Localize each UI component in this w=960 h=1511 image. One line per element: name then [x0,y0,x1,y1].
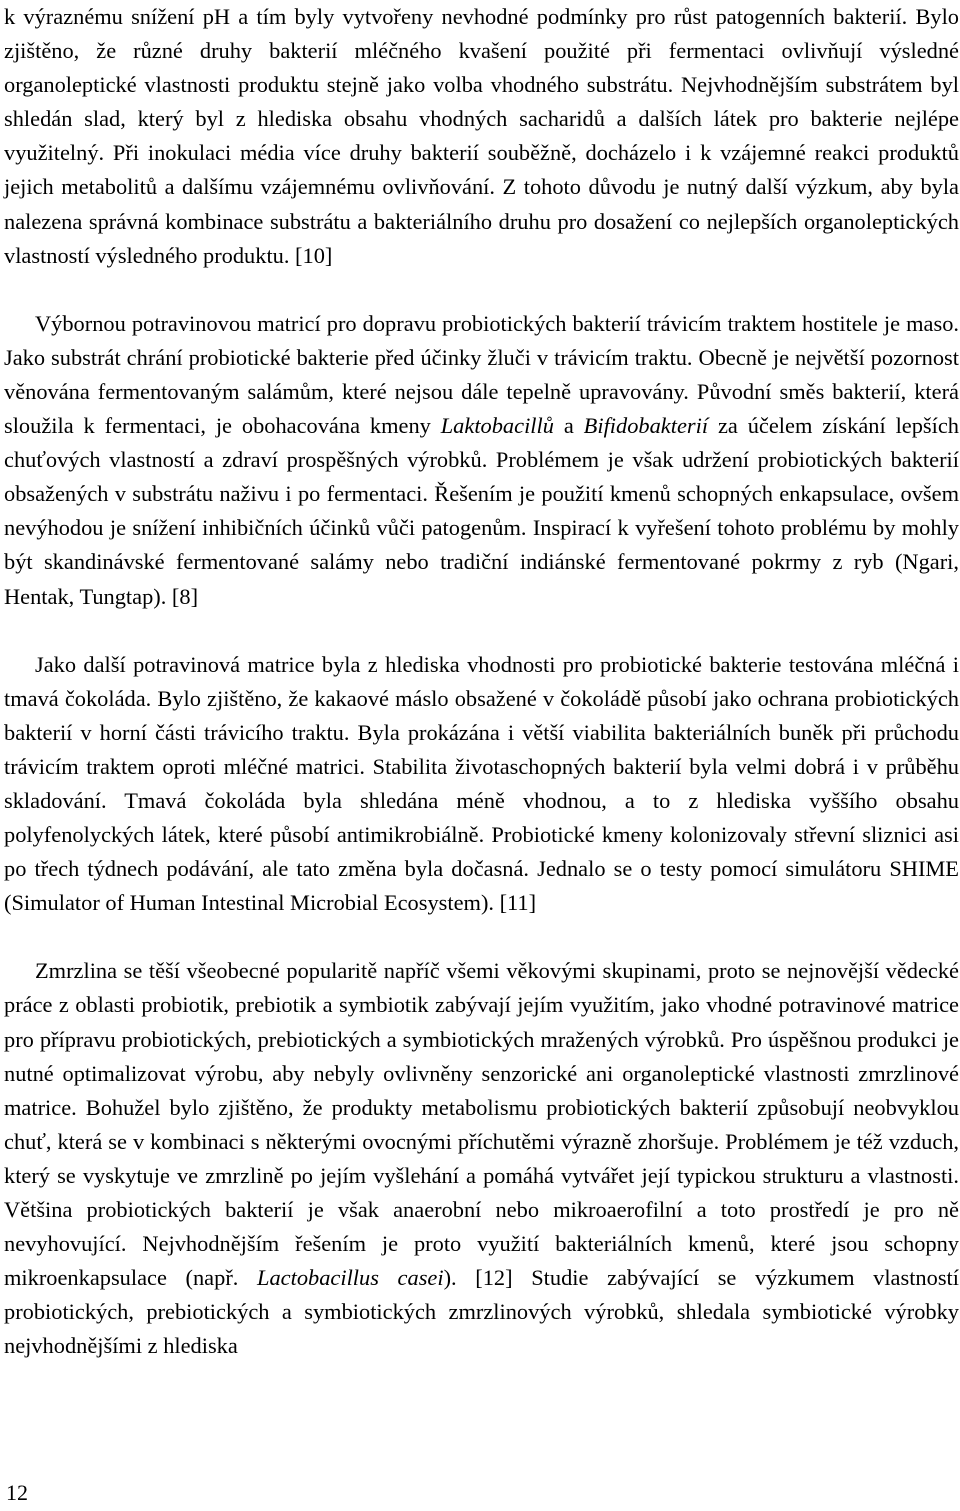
paragraph-gap [4,920,959,954]
document-page [4,0,959,1363]
paragraph-text: Výbornou potravinovou matricí pro dopravu probiotických bakterií trávicím traktem hostitele je maso. Jako substrát chrání probiotické bakterie před účinky žluči v trávicím traktu. Obecně je největší pozornost věnována fermentovaným salámům, které nejsou dále tepelně upravovány. Původní směs bakterií, která sloužila k fermentaci, je obohacována kmeny [4,310,959,439]
italic-term-bifidobakterii: Bifidobakterií [583,413,709,439]
paragraph-gap [4,273,959,307]
paragraph-ice-cream-matrix [4,954,959,1363]
paragraph-text: Zmrzlina se těší všeobecné popularitě napříč všemi věkovými skupinami, proto se nejnovější vědecké práce z oblasti probiotik, prebiotik a symbiotik zabývají jejím využitím, jako vhodné potravinové matrice pro přípravu probiotických, prebiotických a symbiotických mražených výrobků. Pro úspěšnou produkci je nutné optimalizovat výrobu, aby nebyly ovlivněny senzorické ani organoleptické vlastnosti zmrzlinové matrice. Bohužel bylo zjištěno, že produkty metabolismu probiotických bakterií způsobují neobvyklou chuť, která se v kombinaci s některými ovocnými příchutěmi výrazně zhoršuje. Problémem je též vzduch, který se vyskytuje ve zmrzlině po jejím vyšlehání a pomáhá vytvářet její typickou strukturu a vlastnosti. Většina probiotických bakterií je však anaerobní nebo mikroaerofilní a toto prostředí je pro ně nevyhovující. Nejvhodnějším řešením je proto využití bakteriálních kmenů, které jsou schopny mikroenkapsulace (např. [4,958,959,1291]
paragraph-fermented-beverages [4,0,959,273]
italic-term-lactobacillus-casei: Lactobacillus casei [257,1265,444,1291]
paragraph-gap [4,614,959,648]
paragraph-chocolate-matrix [4,648,959,921]
paragraph-text: k výraznému snížení pH a tím byly vytvořeny nevhodné podmínky pro růst patogenních bakterií. Bylo zjištěno, že různé druhy bakterií mléčného kvašení použité při fermentaci ovlivňují výsledné organoleptické vlastnosti produktu stejně jako volba vhodného substrátu. Nejvhodnějším substrátem byl shledán slad, který byl z hlediska obsahu vhodných sacharidů a dalších látek pro bakterie nejlépe využitelný. Při inokulaci média více druhy bakterií souběžně, docházelo i k vzájemné reakci produktů jejich metabolitů a dalšímu vzájemnému ovlivňování. Z tohoto důvodu je nutný další výzkum, aby byla nalezena správná kombinace substrátu a bakteriálního druhu pro dosažení co nejlepších organoleptických vlastností výsledného produktu. [10] [4,4,959,268]
paragraph-text: za účelem získání lepších chuťových vlastností a zdraví prospěšných výrobků. Problémem je však udržení probiotických bakterií obsažených v substrátu naživu i po fermentaci. Řešením je použití kmenů schopných enkapsulace, ovšem nevýhodou je snížení inhibičních účinků vůči patogenům. Inspirací k vyřešení tohoto problému by mohly být skandinávské fermentované salámy nebo tradiční indiánské fermentované pokrmy z ryb (Ngari, Hentak, Tungtap). [8] [4,413,959,609]
paragraph-text: ). [12] Studie zabývající se výzkumem vlastností probiotických, prebiotických a symbiotických zmrzlinových výrobků, shledala symbiotické výrobky nejvhodnějšími z hlediska [4,1265,959,1359]
paragraph-text: Jako další potravinová matrice byla z hlediska vhodnosti pro probiotické bakterie testována mléčná i tmavá čokoláda. Bylo zjištěno, že kakaové máslo obsažené v čokoládě působí jako ochrana probiotických bakterií v horní části trávicího traktu. Byla prokázána i větší viabilita bakteriálních buněk při průchodu trávicím traktem oproti mléčné matrici. Stabilita životaschopných bakterií byla velmi dobrá i v průběhu skladování. Tmavá čokoláda byla shledána méně vhodnou, a to z hlediska vyššího obsahu polyfenolyckých látek, které působí antimikrobiálně. Probiotické kmeny kolonizovaly střevní sliznici asi po třech týdnech podávání, ale tato změna byla dočasná. Jednalo se o testy pomocí simulátoru SHIME (Simulator of Human Intestinal Microbial Ecosystem). [11] [4,651,959,916]
page-number: 12 [6,1480,28,1505]
paragraph-text: a [553,413,584,439]
italic-term-laktobacillu: Laktobacillů [440,413,554,439]
paragraph-meat-matrix [4,307,959,614]
